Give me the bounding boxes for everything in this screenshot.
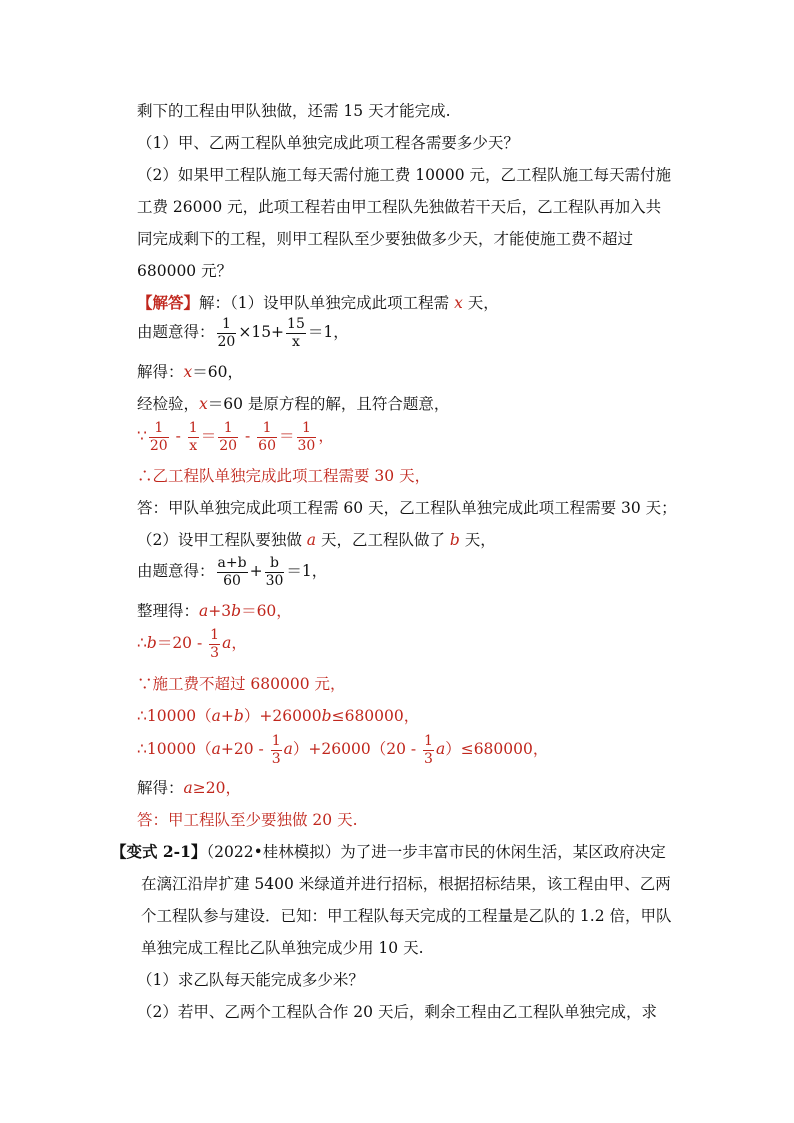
- variant-tag: 【变式 2-1】: [111, 842, 207, 861]
- b-expression: ∴b＝20 - $\frac{1}{3}$ a，: [137, 626, 247, 661]
- answer-1: 答：甲队单独完成此项工程需 60 天，乙工程队单独完成此项工程需要 30 天；: [137, 499, 677, 517]
- intro-line: 剩下的工程由甲队独做，还需 15 天才能完成.: [137, 102, 451, 120]
- fraction: $\frac{1}{x}$: [188, 419, 198, 454]
- equation-1: 由题意得： $\frac{1}{20}$ ×15+ $\frac{15}{x}$ ＝1，: [137, 315, 349, 350]
- part-2-setup: （2）设甲工程队要独做 a 天，乙工程队做了 b 天，: [137, 531, 496, 549]
- variant-line-2: 在漓江沿岸扩建 5400 米绿道并进行招标，根据招标结果，该工程由甲、乙两: [141, 875, 671, 893]
- result: 解得：a≥20，: [137, 779, 241, 797]
- fraction: $\frac{1}{3}$: [210, 626, 220, 661]
- solution-intro: 【解答】解：（1）设甲队单独完成此项工程需 x 天，: [137, 293, 499, 312]
- question-2-line-2: 工费 26000 元，此项工程若由甲工程队先独做若干天后，乙工程队再加入共: [137, 198, 662, 216]
- fraction: $\frac{a+b}{60}$: [217, 554, 247, 589]
- fraction: $\frac{1}{20}$: [149, 419, 168, 454]
- solve-x: 解得：x＝60，: [137, 363, 243, 381]
- fraction: $\frac{15}{x}$: [287, 315, 305, 350]
- fraction: $\frac{1}{3}$: [271, 732, 281, 767]
- fraction: $\frac{1}{20}$: [219, 419, 238, 454]
- simplified-equation: 整理得：a+3b＝60，: [137, 602, 292, 620]
- variant-question-2: （2）若甲、乙两个工程队合作 20 天后，剩余工程由乙工程队单独完成，求: [137, 1003, 657, 1021]
- inequality-1: ∴10000（a+b）+26000b≤680000，: [137, 707, 420, 725]
- question-2-line-1: （2）如果甲工程队施工每天需付施工费 10000 元，乙工程队施工每天需付施: [137, 166, 672, 184]
- solution-tag: 【解答】: [137, 293, 200, 312]
- cost-condition: ∵施工费不超过 680000 元，: [137, 675, 346, 693]
- variant-line-4: 单独完成工程比乙队单独完成少用 10 天.: [141, 939, 424, 957]
- question-1: （1）甲、乙两工程队单独完成此项工程各需要多少天？: [137, 134, 519, 152]
- check-equation: ∵ $\frac{1}{20}$ - $\frac{1}{x}$ ＝ $\frac{1}{20}$ - $\frac{1}{60}$ ＝ $\frac{1}{30}$ ，: [137, 419, 334, 454]
- verification: 经检验，x＝60 是原方程的解，且符合题意，: [137, 395, 450, 413]
- answer-2: 答：甲工程队至少要独做 20 天.: [137, 811, 358, 829]
- fraction: $\frac{1}{3}$: [424, 732, 433, 767]
- equation-2: 由题意得： $\frac{a+b}{60}$ + $\frac{b}{30}$ ＝1，: [137, 554, 328, 589]
- fraction: $\frac{b}{30}$: [265, 554, 284, 589]
- fraction: $\frac{1}{60}$: [258, 419, 276, 454]
- question-2-line-3: 同完成剩下的工程，则甲工程队至少要独做多少天，才能使施工费不超过: [137, 230, 634, 248]
- inequality-2: ∴10000（a+20 - $\frac{1}{3}$ a）+26000（20 - $\frac{1}{3}$ a）≤680000，: [137, 732, 549, 767]
- fraction: $\frac{1}{20}$: [217, 315, 236, 350]
- fraction: $\frac{1}{30}$: [297, 419, 316, 454]
- variant-line-1: 【变式 2-1】（2022•桂林模拟）为了进一步丰富市民的休闲生活，某区政府决定: [111, 842, 666, 861]
- question-2-line-4: 680000 元？: [137, 262, 233, 280]
- variant-question-1: （1）求乙队每天能完成多少米？: [137, 971, 364, 989]
- variant-line-3: 个工程队参与建设．已知：甲工程队每天完成的工程量是乙队的 1.2 倍，甲队: [141, 907, 672, 925]
- conclusion-1: ∴乙工程队单独完成此项工程需要 30 天，: [137, 467, 431, 485]
